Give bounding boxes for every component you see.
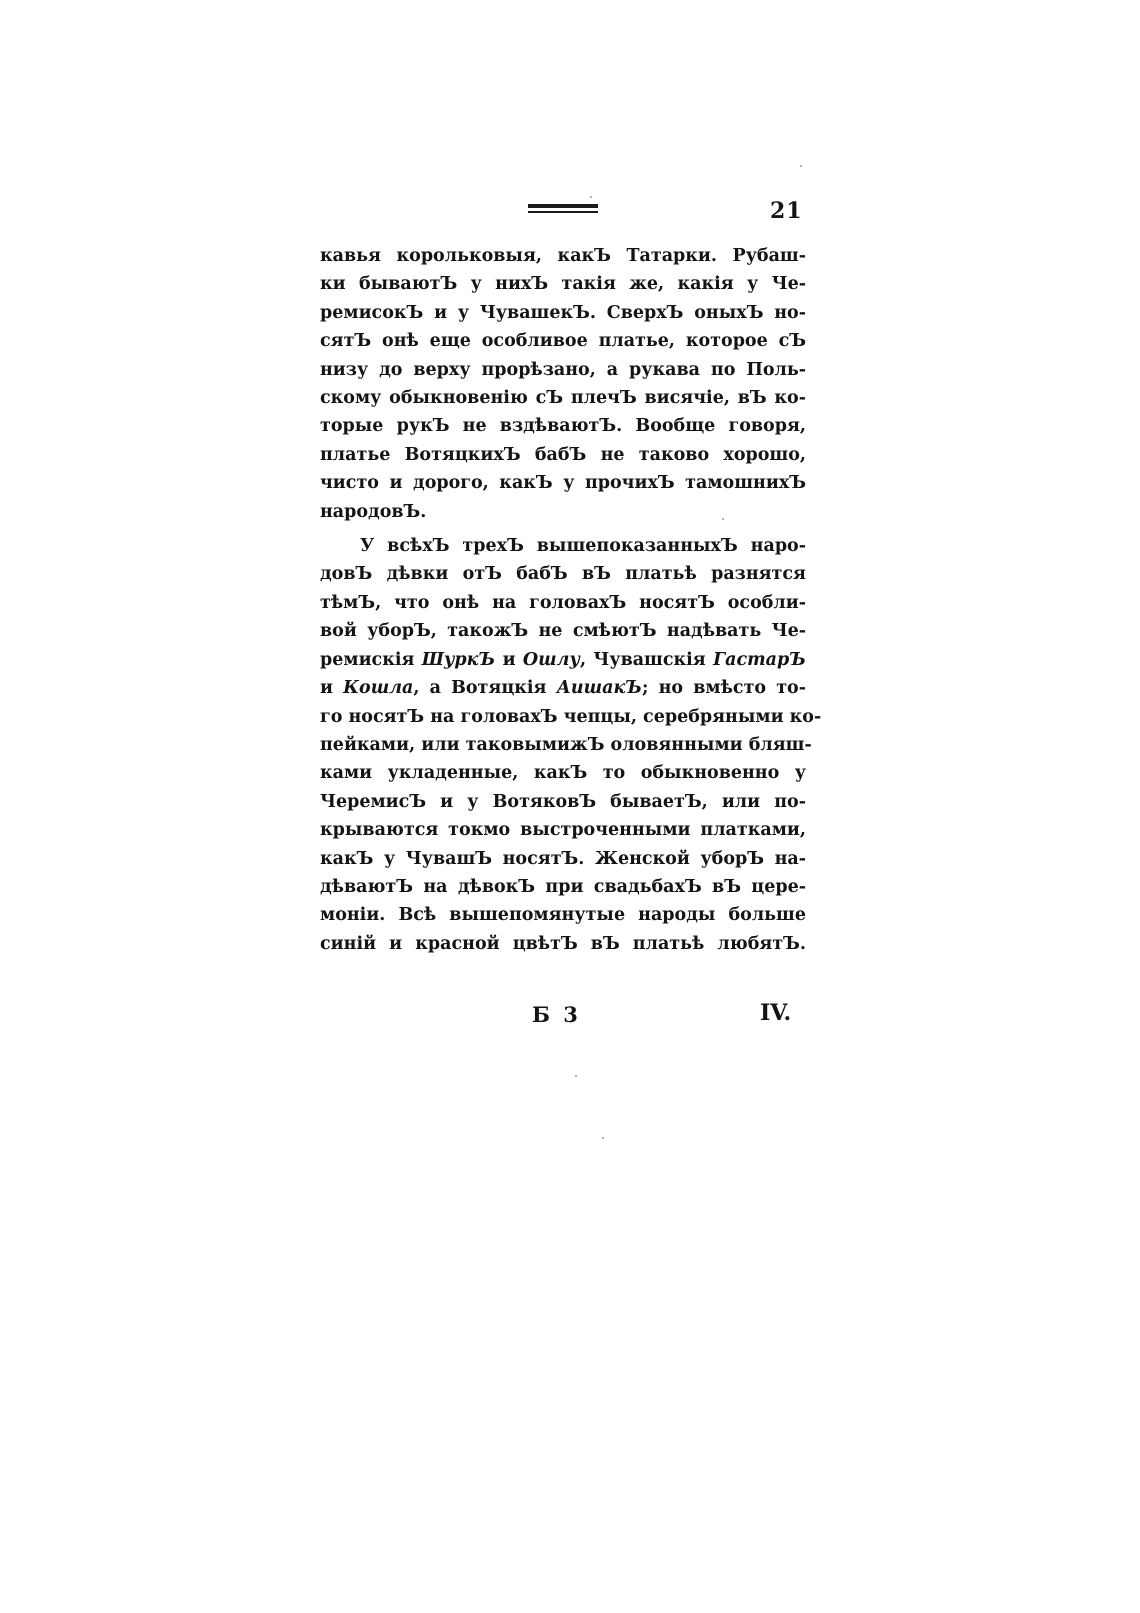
paragraph-1 (320, 242, 806, 526)
text-line: пейками, или таковымижЪ оловянными бляш- (320, 734, 812, 755)
paper-speck (590, 196, 592, 198)
text-line: довЪ дѣвки отЪ бабЪ вЪ платьѣ разнятся (320, 564, 806, 585)
text-line: чисто и дорого, какЪ у прочихЪ тамошнихЪ (320, 473, 806, 494)
text-line (320, 646, 806, 674)
text-segment: ; но вмѣсто то- (642, 678, 806, 699)
text-segment: ремискія (320, 649, 422, 670)
paper-speck (602, 1137, 604, 1139)
paper-speck (722, 518, 724, 520)
italic-term: Кошла (343, 678, 414, 699)
text-line: кавья корольковыя, какЪ Татарки. Рубаш- (320, 246, 806, 266)
page-number: 21 (770, 198, 803, 224)
text-line (320, 674, 806, 702)
text-line: вой уборЪ, такожЪ не смѣютЪ надѣвать Че- (320, 621, 806, 642)
italic-term: АишакЪ (556, 678, 643, 699)
text-line: какЪ у ЧувашЪ носятЪ. Женской уборЪ на- (320, 848, 806, 869)
text-segment: и (320, 678, 344, 699)
header-rule-thick (528, 204, 598, 208)
text-line: тѣмЪ, что онѣ на головахЪ носятЪ особли- (320, 592, 806, 613)
italic-term: Ошлу (522, 649, 580, 670)
paper-speck (800, 165, 802, 167)
text-line: го носятЪ на головахЪ чепцы, серебряными ко- (320, 706, 822, 727)
signature-mark: Б 3 (532, 1002, 581, 1027)
text-line: синій и красной цвѣтЪ вЪ платьѣ любятЪ. (320, 933, 806, 954)
text-line: ЧеремисЪ и у ВотяковЪ бываетЪ, или по- (320, 791, 806, 812)
text-segment: и (495, 649, 523, 670)
text-line: ремисокЪ и у ЧувашекЪ. СверхЪ оныхЪ но- (320, 302, 806, 323)
text-line: низу до верху прорѣзано, а рукава по Поль- (320, 359, 806, 380)
text-segment: , а Вотяцкія (413, 678, 557, 699)
header-rule (528, 204, 598, 216)
paragraph-2 (320, 532, 822, 958)
text-line: торые рукЪ не вздѣваютЪ. Вообще говоря, (320, 416, 806, 437)
text-line: сятЪ онѣ еще особливое платье, которое сЪ (320, 331, 806, 352)
text-line: моніи. Всѣ вышепомянутые народы больше (320, 905, 806, 926)
italic-term: ШуркЪ (421, 649, 496, 670)
text-line: платье ВотяцкихЪ бабЪ не таково хорошо, (320, 444, 806, 465)
text-line: ками укладенные, какЪ то обыкновенно у (320, 763, 806, 784)
italic-term: ГастарЪ (713, 649, 806, 670)
text-line: У всѣхЪ трехЪ вышепоказанныхЪ наро- (360, 536, 806, 557)
catchword: IV. (760, 1000, 792, 1026)
text-line: ки бываютЪ у нихЪ такія же, какія у Че- (320, 274, 806, 295)
body-text (320, 242, 822, 958)
text-line: крываются токмо выстроченными платками, (320, 820, 806, 841)
text-line: скому обыкновенію сЪ плечЪ висячіе, вЪ ко- (320, 388, 806, 409)
paper-speck (575, 1075, 577, 1077)
header-rule-thin (528, 211, 598, 213)
text-line: дѣваютЪ на дѣвокЪ при свадьбахЪ вЪ цере- (320, 876, 806, 897)
text-line: народовЪ. (320, 501, 427, 522)
text-segment: , Чувашскія (579, 649, 714, 670)
